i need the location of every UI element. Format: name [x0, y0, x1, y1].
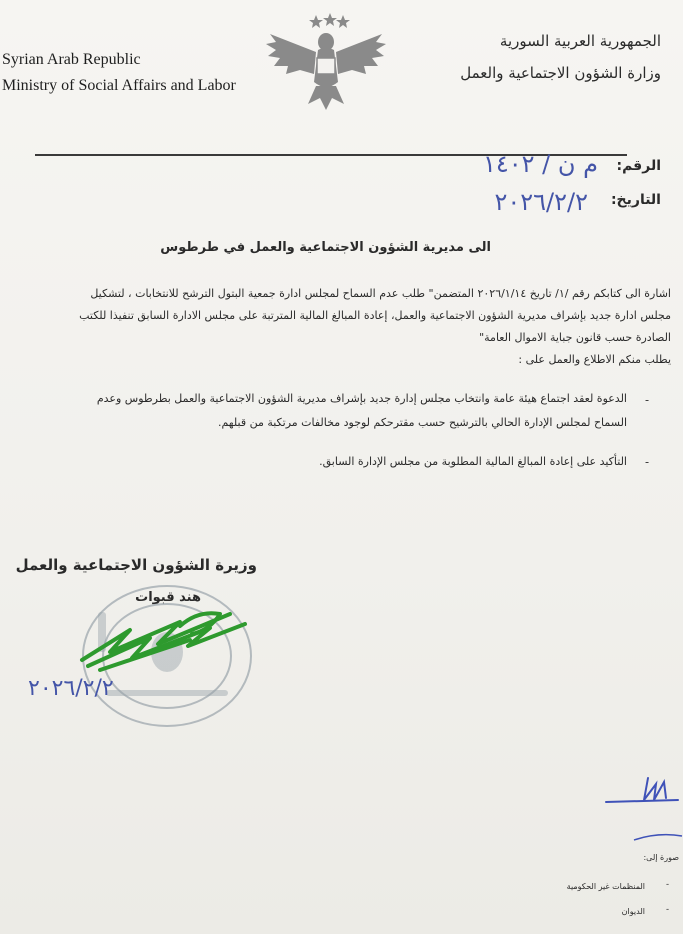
reference-number-value: م ن / ١٤٠٢ — [482, 150, 598, 178]
list-bullet: - — [644, 455, 649, 469]
copies-item-2: الديوان — [621, 907, 645, 916]
body-item-1b: السماح لمجلس الإدارة الحالي بالترشيح حسب مقترحكم لوجود مخالفات مرتكبة من قبلهم. — [217, 416, 627, 429]
body-line-3: الصادرة حسب قانون جباية الاموال العامة" — [479, 331, 671, 344]
copies-label: صورة إلى: — [643, 853, 679, 862]
header-ar-ministry: وزارة الشؤون الاجتماعية والعمل — [460, 64, 661, 82]
handwritten-signature — [70, 600, 260, 680]
reference-date-value: ٢٠٢٦/٢/٢ — [494, 188, 588, 216]
signature-date: ٢٠٢٦/٢/٢ — [28, 676, 114, 701]
signature-title: وزيرة الشؤون الاجتماعية والعمل — [15, 556, 257, 574]
body-item-1a: الدعوة لعقد اجتماع هيئة عامة وانتخاب مجلس إدارة جديد بإشراف مديرية الشؤون الاجتماعية والعمل بطرطوس وعدم — [96, 392, 627, 405]
syrian-eagle-emblem-icon — [262, 12, 390, 117]
list-bullet: - — [665, 880, 669, 890]
body-line-2: مجلس ادارة جديد بإشراف مديرية الشؤون الاجتماعية والعمل، إعادة المبالغ المالية المترتبة على مجلس الادارة السابق تنفيذا للكتب — [79, 309, 671, 322]
list-bullet: - — [644, 393, 649, 407]
list-bullet: - — [665, 905, 669, 915]
header-en-republic: Syrian Arab Republic — [2, 51, 141, 68]
header-ar-republic: الجمهورية العربية السورية — [499, 32, 661, 50]
initials-mark — [628, 828, 683, 848]
recipient-line: الى مديرية الشؤون الاجتماعية والعمل في طرطوس — [160, 240, 491, 255]
reference-date-label: التاريخ: — [610, 192, 661, 208]
copies-item-1: المنظمات غير الحكومية — [566, 882, 645, 891]
body-line-4: يطلب منكم الاطلاع والعمل على : — [518, 353, 671, 366]
initials-mark — [600, 772, 680, 812]
header-en-ministry: Ministry of Social Affairs and Labor — [2, 77, 236, 94]
reference-number-label: الرقم: — [616, 158, 661, 174]
body-item-2: التأكيد على إعادة المبالغ المالية المطلوبة من مجلس الإدارة السابق. — [319, 455, 627, 468]
signature-name: هند قبوات — [135, 590, 201, 605]
body-line-1: اشارة الى كتابكم رقم /١/ تاريخ ٢٠٢٦/١/١٤ المتضمن" طلب عدم السماح لمجلس ادارة جمعية البتول الترشح للانتخابات ، لتشكيل — [90, 287, 671, 300]
